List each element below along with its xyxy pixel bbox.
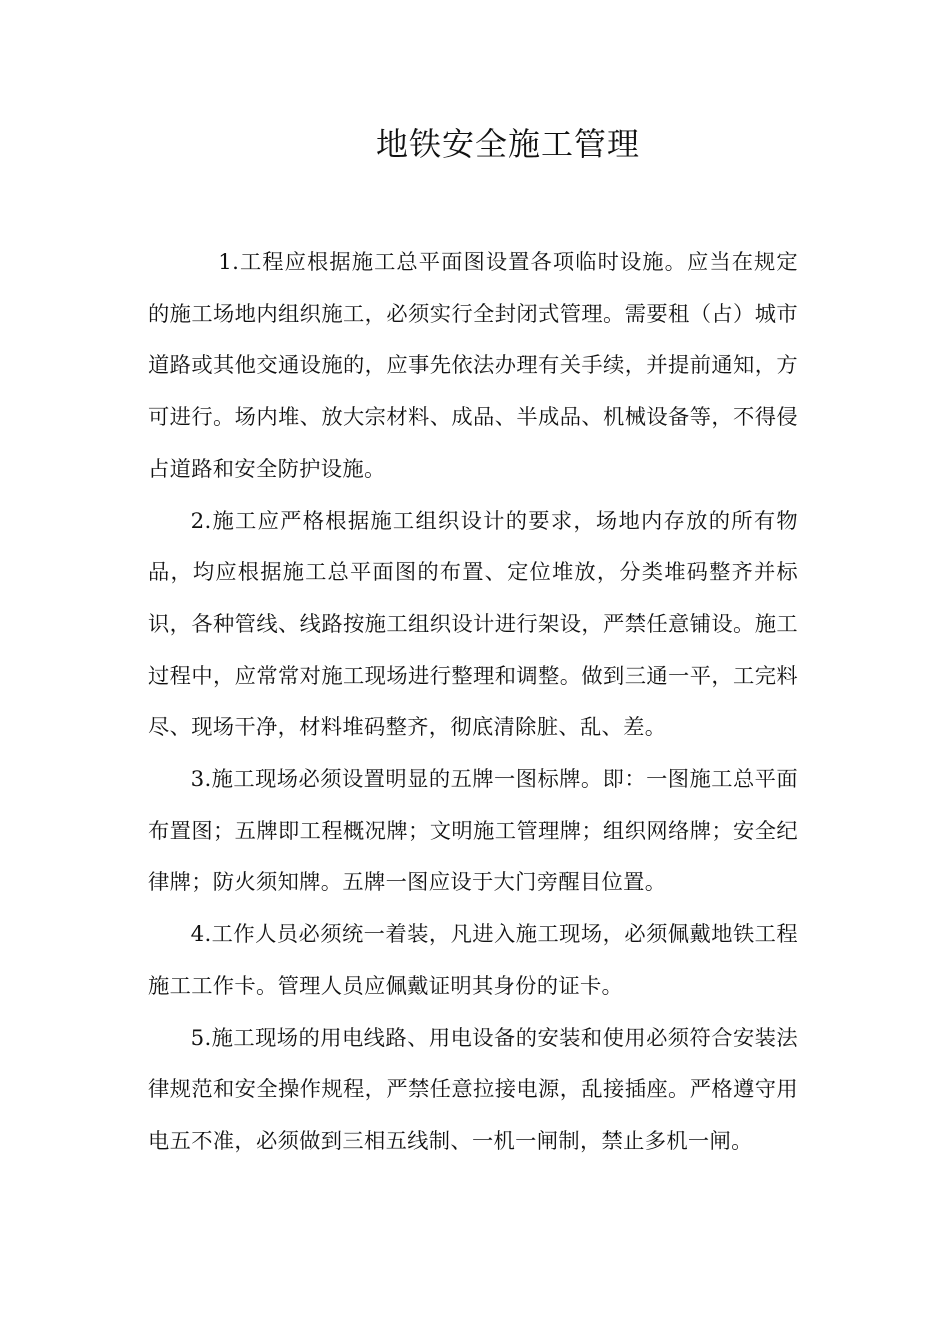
paragraph-5: 5.施工现场的用电线路、用电设备的安装和使用必须符合安装法律规范和安全操作规程，严禁任意拉接电源，乱接插座。严格遵守用电五不准，必须做到三相五线制、一机一闸制，禁止多机一闸。 [148, 1025, 798, 1154]
paragraph-1: 1.工程应根据施工总平面图设置各项临时设施。应当在规定的施工场地内组织施工，必须实行全封闭式管理。需要租（占）城市道路或其他交通设施的，应事先依法办理有关手续，并提前通知，方可进行。场内堆、放大宗材料、成品、半成品、机械设备等，不得侵占道路和安全防护设施。 [148, 250, 798, 482]
document-title: 地铁安全施工管理 [375, 125, 640, 163]
paragraph-2: 2.施工应严格根据施工组织设计的要求，场地内存放的所有物品，均应根据施工总平面图的布置、定位堆放，分类堆码整齐并标识，各种管线、线路按施工组织设计进行架设，严禁任意铺设。施工过程中，应常常对施工现场进行整理和调整。做到三通一平，工完料尽、现场干净，材料堆码整齐，彻底清除脏、乱、差。 [148, 508, 798, 741]
document-body [148, 237, 798, 1168]
paragraph-4: 4.工作人员必须统一着装，凡进入施工现场，必须佩戴地铁工程施工工作卡。管理人员应佩戴证明其身份的证卡。 [148, 922, 798, 999]
paragraph-3: 3.施工现场必须设置明显的五牌一图标牌。即：一图施工总平面布置图；五牌即工程概况牌；文明施工管理牌；组织网络牌；安全纪律牌；防火须知牌。五牌一图应设于大门旁醒目位置。 [148, 767, 798, 896]
